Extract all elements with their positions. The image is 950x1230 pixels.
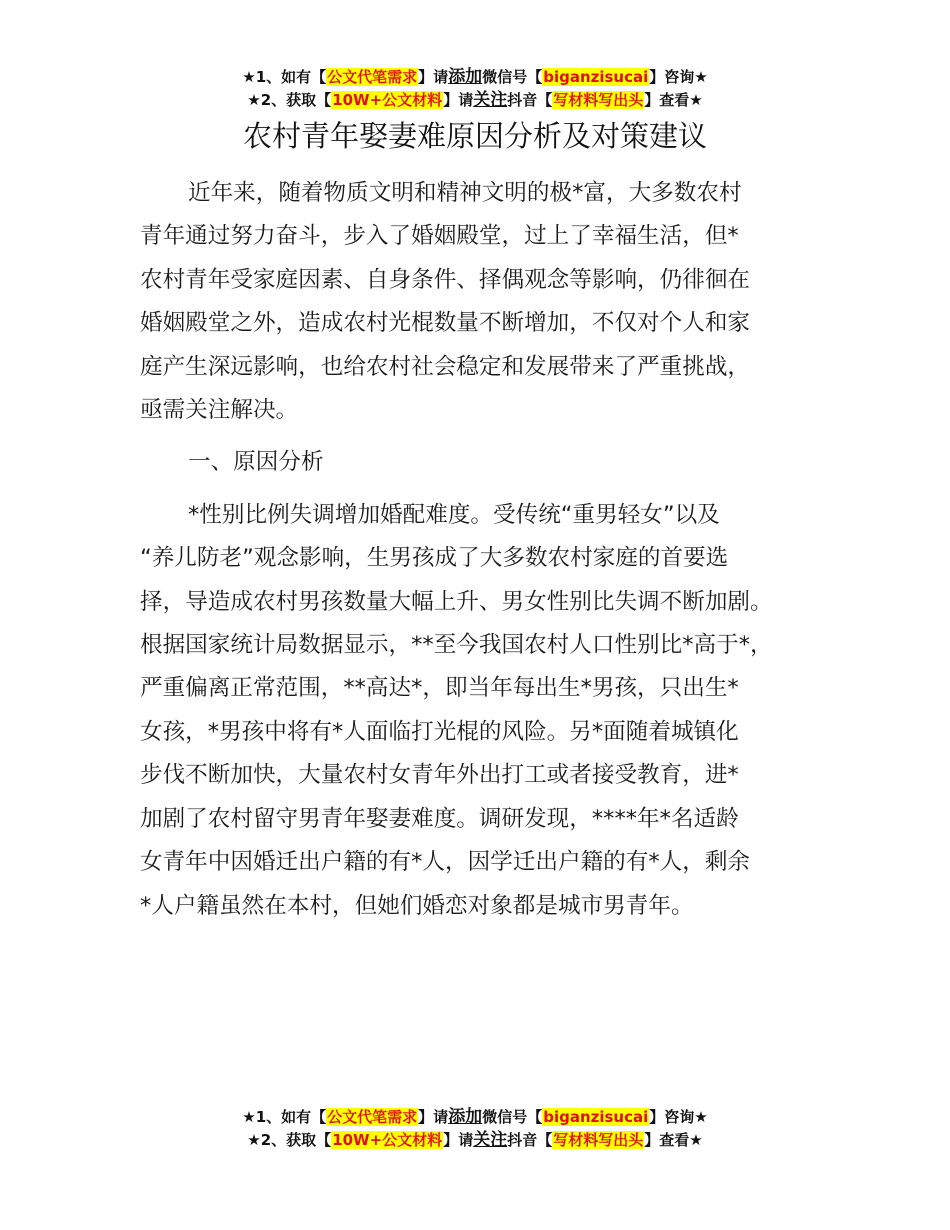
document-body (140, 172, 830, 928)
banner-text: 抖音【 (507, 91, 553, 109)
banner-text: 微信号【 (482, 1108, 543, 1126)
section-heading (140, 441, 830, 484)
banner-text: 】请 (443, 1131, 474, 1149)
emphasis-follow: 关注 (473, 1130, 508, 1150)
text-line: 步伐不断加快，大量农村女青年外出打工或者接受教育，进* (140, 762, 739, 789)
highlight-wechat-id: biganzisucai (543, 1108, 649, 1126)
text-line: 根据国家统计局数据显示，**至今我国农村人口性别比*高于*， (140, 632, 773, 659)
highlight-materials: 10W+公文材料 (332, 1131, 443, 1149)
highlight-account: 写材料写出头 (553, 1131, 644, 1149)
paragraph-gender-ratio (140, 494, 830, 928)
banner-text: ★2、获取【 (247, 1131, 332, 1149)
banner-text: 】请 (443, 91, 474, 109)
text-line: “养儿防老”观念影响，生男孩成了大多数农村家庭的首要选 (140, 545, 729, 572)
text-line: 择，导造成农村男孩数量大幅上升、男女性别比失调不断加剧。 (140, 588, 773, 615)
highlight-service: 公文代笔需求 (327, 68, 418, 86)
banner-text: 】查看★ (644, 91, 703, 109)
banner-text: 】查看★ (644, 1131, 703, 1149)
emphasis-add: 添加 (448, 1107, 483, 1127)
text-line: 农村青年受家庭因素、自身条件、择偶观念等影响，仍徘徊在 (140, 266, 751, 293)
banner-line-2 (0, 89, 950, 112)
text-line: 加剧了农村留守男青年娶妻难度。调研发现，****年*名适龄 (140, 805, 739, 832)
banner-text: 】请 (418, 68, 449, 86)
highlight-materials: 10W+公文材料 (332, 91, 443, 109)
banner-text: ★1、如有【 (242, 68, 327, 86)
text-line: 女青年中因婚迁出户籍的有*人，因学迁出户籍的有*人，剩余 (140, 849, 751, 876)
text-line: *性别比例失调增加婚配难度。受传统“重男轻女”以及 (188, 501, 720, 528)
banner-line-1 (0, 1106, 950, 1129)
text-line: 青年通过努力奋斗，步入了婚姻殿堂，过上了幸福生活，但* (140, 223, 739, 250)
highlight-wechat-id: biganzisucai (543, 68, 649, 86)
banner-text: ★1、如有【 (242, 1108, 327, 1126)
document-title: 农村青年娶妻难原因分析及对策建议 (242, 119, 707, 153)
banner-text: 】咨询★ (649, 68, 708, 86)
banner-text: 】请 (418, 1108, 449, 1126)
banner-line-2 (0, 1129, 950, 1152)
banner-text: 微信号【 (482, 68, 543, 86)
banner-line-1 (0, 66, 950, 89)
paragraph-intro (140, 172, 830, 432)
heading-text: 一、原因分析 (188, 449, 324, 476)
text-line: 女孩，*男孩中将有*人面临打光棍的风险。另*面随着城镇化 (140, 718, 739, 745)
banner-text: 抖音【 (507, 1131, 553, 1149)
banner-text: 】咨询★ (649, 1108, 708, 1126)
emphasis-add: 添加 (448, 67, 483, 87)
text-line: *人户籍虽然在本村，但她们婚恋对象都是城市男青年。 (140, 892, 694, 919)
highlight-account: 写材料写出头 (553, 91, 644, 109)
text-line: 近年来，随着物质文明和精神文明的极*富，大多数农村 (188, 180, 742, 206)
text-line: 亟需关注解决。 (140, 397, 299, 424)
footer-banner (0, 1106, 950, 1152)
text-line: 严重偏离正常范围，**高达*，即当年每出生*男孩，只出生* (140, 675, 739, 702)
emphasis-follow: 关注 (473, 90, 508, 110)
text-line: 庭产生深远影响，也给农村社会稳定和发展带来了严重挑战， (140, 353, 751, 380)
highlight-service: 公文代笔需求 (327, 1108, 418, 1126)
banner-text: ★2、获取【 (247, 91, 332, 109)
header-banner (0, 66, 950, 112)
text-line: 婚姻殿堂之外，造成农村光棍数量不断增加，不仅对个人和家 (140, 310, 751, 337)
